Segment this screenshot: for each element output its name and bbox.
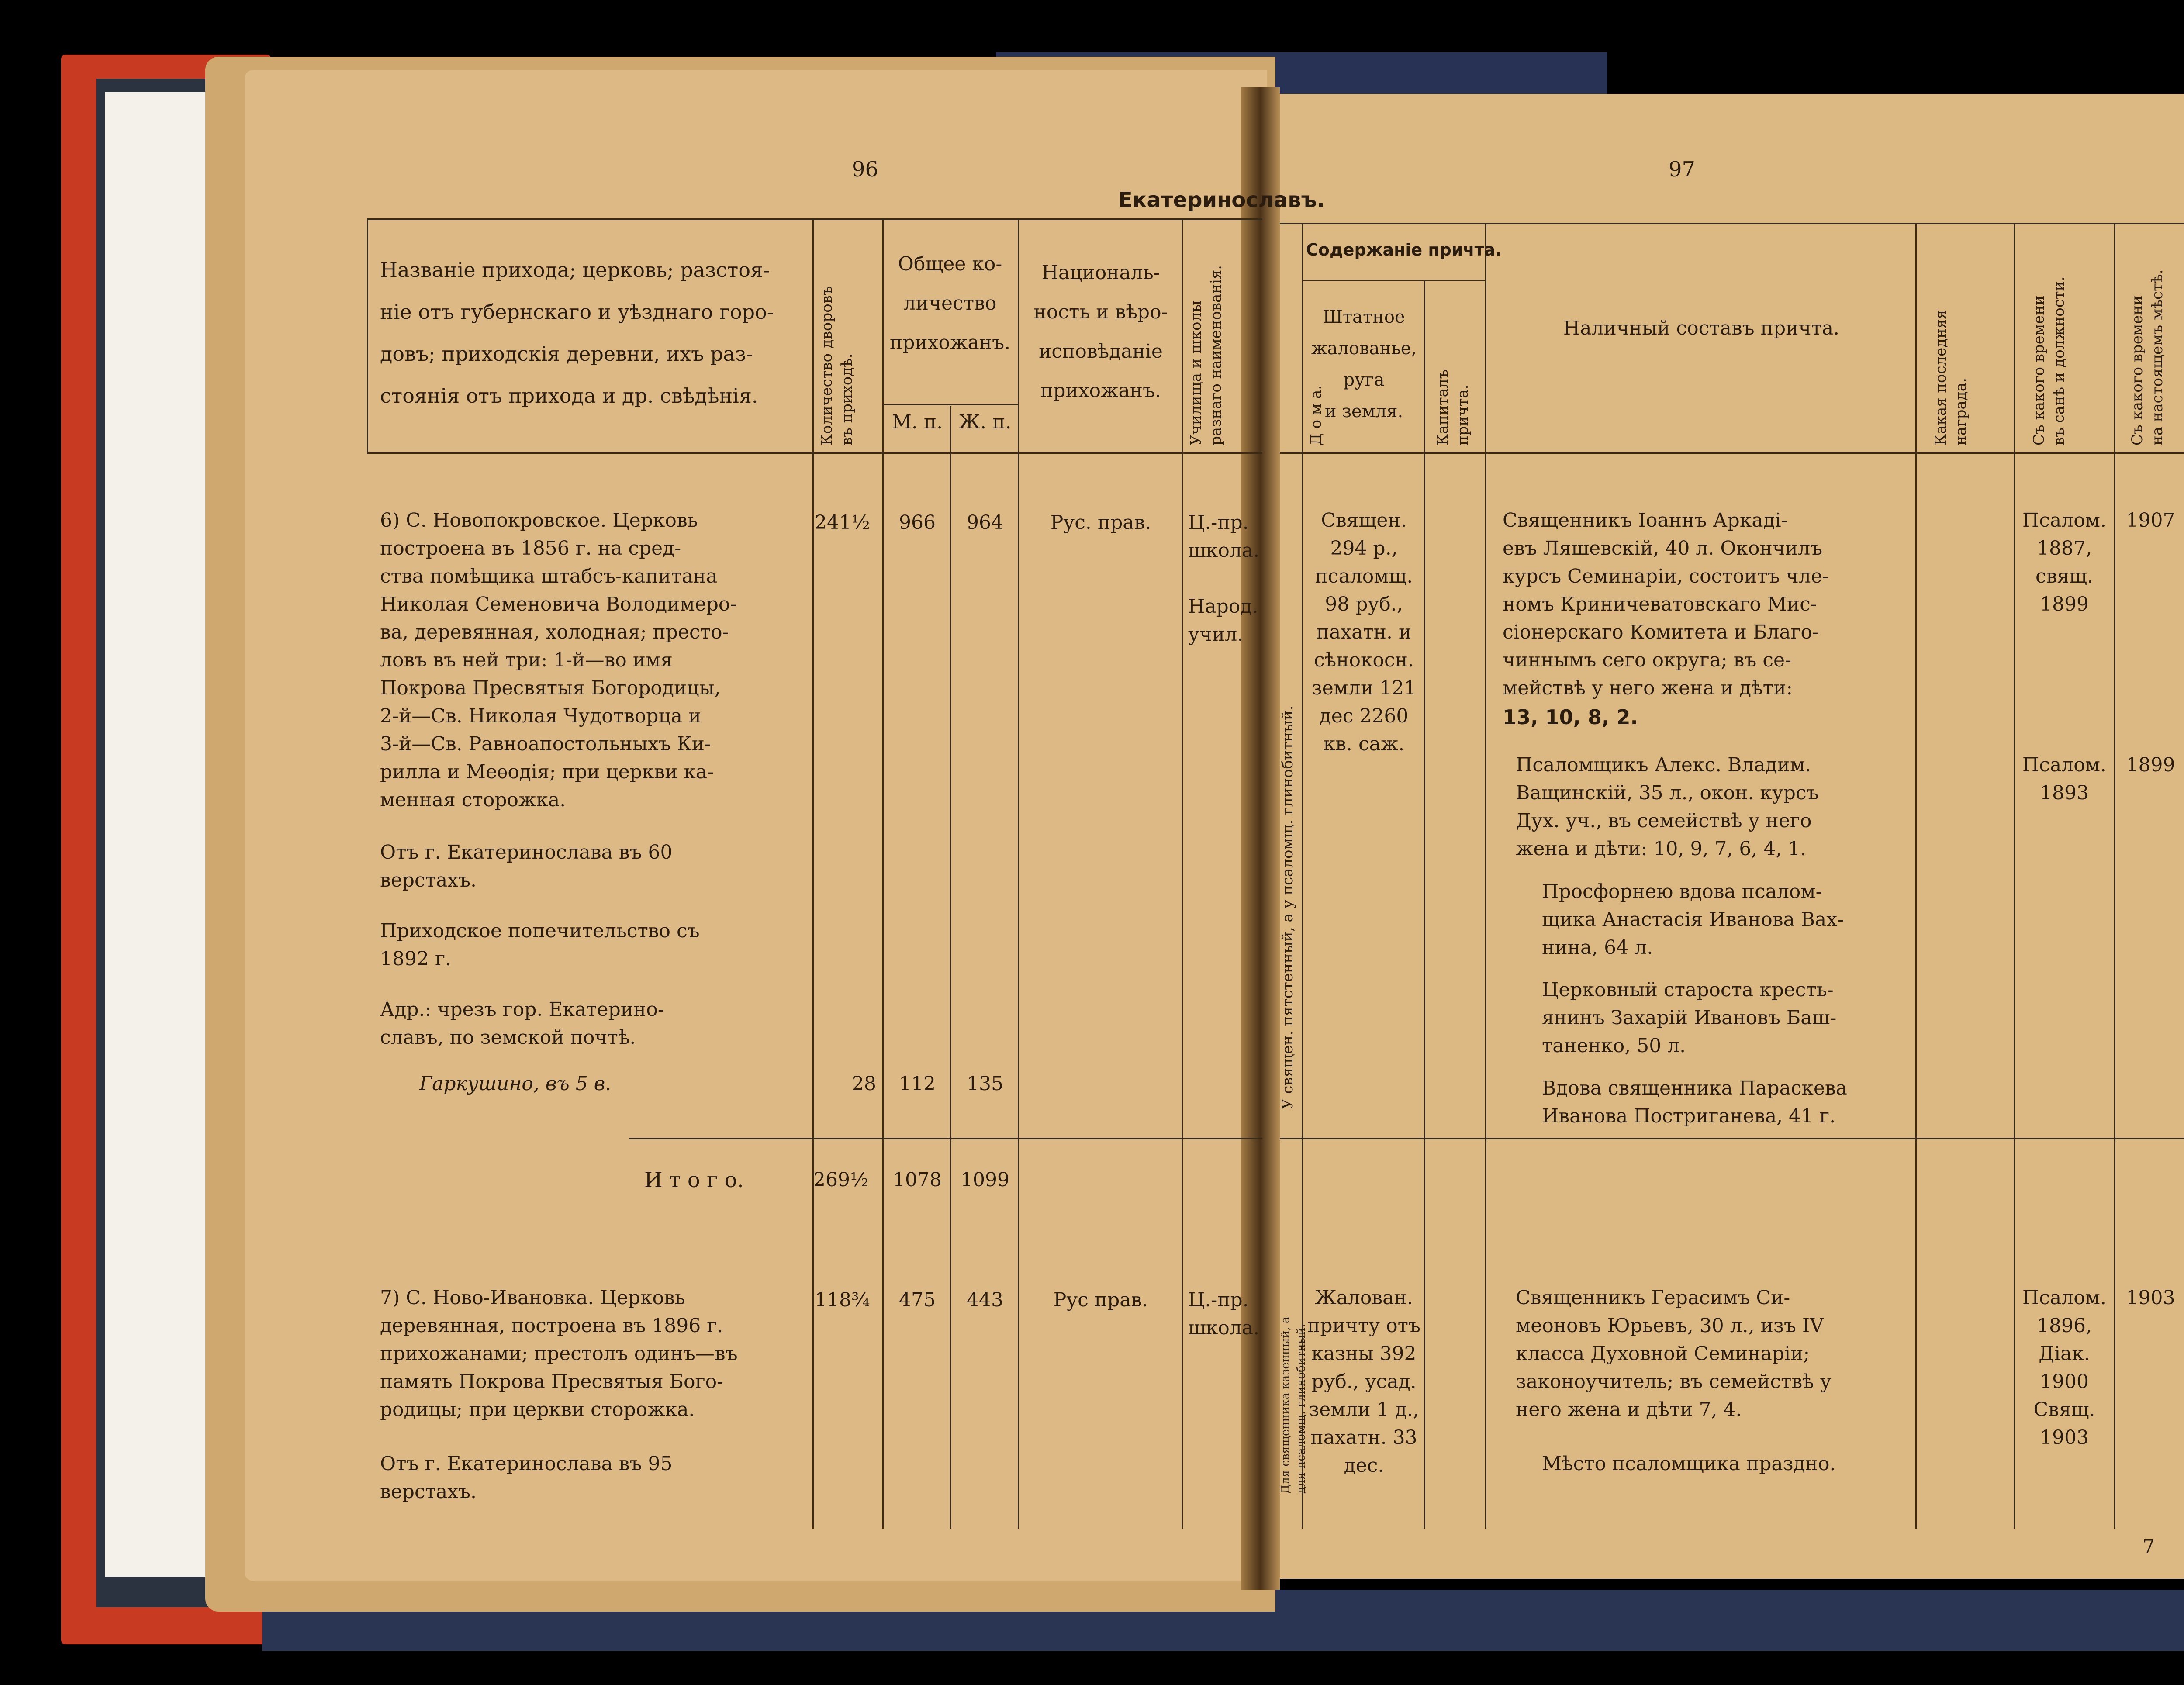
total-female: 1099 — [961, 1169, 1009, 1191]
header-parish-name: Названіе прихода; церковь; разстоя- ніе отъ губернскаго и уѣзднаго горо- довъ; приходскія деревни, ихъ раз- стоянія отъ прихода и др. свѣдѣнія. — [380, 258, 774, 407]
col-divider — [1182, 218, 1183, 1529]
subheader-rule — [882, 404, 1018, 405]
header-salary: Штатное жалованье, руга и земля. — [1311, 307, 1417, 421]
entry6-description: 6) С. Новопокровское. Церковь построена въ 1856 г. на сред- ства помѣщика штабсъ-капитана Николая Семеновича Володимеро- ва, деревянная, холодная; престо- ловъ въ ней три: 1-й—во имя Покрова Пресвятыя Богородицы, 2-й—Св. Николая Чудотворца и 3-й—Св. Равноапостольныхъ Ки- рилла и Меѳодія; при церкви ка- менная сторожка. — [380, 509, 737, 811]
col-divider — [2114, 223, 2115, 1529]
header-female: Ж. п. — [958, 411, 1012, 433]
entry7-nationality: Рус прав. — [1053, 1289, 1148, 1311]
total-male: 1078 — [893, 1169, 942, 1191]
entry7-male: 475 — [899, 1289, 936, 1311]
entry7-houses: Для священника казенный, а для псаломщ. глинобитный. — [1279, 1316, 1308, 1494]
header-since-place: Съ какого времени на настоящемъ мѣстѣ. — [2129, 269, 2166, 445]
entry7-place-since: 1903 — [2126, 1287, 2175, 1309]
entry6-rank-since: Псалом. 1887, свящ. 1899 — [2022, 509, 2106, 615]
table-top-rule-right — [1280, 223, 2184, 224]
entry6-households: 241½ — [815, 511, 870, 534]
entry6-female: 964 — [967, 511, 1003, 534]
entry6-guardianship: Приходское попечительство съ 1892 г. — [380, 920, 700, 970]
entry6-distance: Отъ г. Екатеринослава въ 60 верстахъ. — [380, 841, 673, 891]
col-divider — [812, 218, 814, 1529]
header-total-parishioners: Общее ко- личество прихожанъ. — [889, 253, 1011, 354]
book-gutter — [1241, 87, 1280, 1590]
entry6-schools: Ц.-пр. школа. Народ. учил. — [1188, 511, 1260, 646]
col-divider — [1915, 223, 1917, 1529]
table-total-rule — [629, 1138, 1262, 1139]
entry7-schools: Ц.-пр. школа. — [1188, 1289, 1260, 1339]
entry6-nationality: Рус. прав. — [1050, 511, 1151, 534]
entry6-psalmist: Псаломщикъ Алекс. Владим. Ващинскій, 35 л., окон. курсъ Дух. уч., въ семействѣ у него жена и дѣти: 10, 9, 7, 6, 4, 1. — [1516, 754, 1819, 860]
table-top-rule — [367, 218, 1262, 220]
col-divider — [882, 218, 884, 1529]
header-capital: Капиталъ причта. — [1434, 369, 1472, 445]
entry6-place-since: 1907 — [2126, 509, 2175, 532]
header-schools: Училища и школы разнаго наименованія. — [1187, 265, 1225, 445]
entry6-address: Адр.: чрезъ гор. Екатерино- славъ, по земской почтѣ. — [380, 998, 664, 1049]
header-clergy: Наличный составъ причта. — [1563, 317, 1840, 339]
entry6-psalmist-rank-since: Псалом. 1893 — [2022, 754, 2106, 804]
table-left-border — [367, 218, 368, 452]
entry6-widow: Вдова священника Параскева Иванова Постриганева, 41 г. — [1542, 1077, 1847, 1127]
entry6-psalmist-place-since: 1899 — [2126, 754, 2175, 776]
entry6-prosphora: Просфорнею вдова псалом- щика Анастасія Иванова Вах- нина, 64 л. — [1542, 880, 1844, 959]
village-households: 28 — [852, 1073, 876, 1095]
table-total-rule-right — [1280, 1138, 2184, 1139]
entry6-priest-children: 13, 10, 8, 2. — [1503, 705, 1638, 729]
running-head: Екатеринославъ. — [1118, 188, 1325, 212]
header-houses: Д о м а. — [1307, 385, 1325, 445]
header-maintenance: Содержаніе причта. — [1306, 240, 1502, 259]
entry6-church-elder: Церковный староста кресть- янинъ Захарій Ивановъ Баш- таненко, 50 л. — [1542, 979, 1837, 1057]
page-number-right: 97 — [1669, 157, 1696, 182]
total-households: 269½ — [813, 1169, 869, 1191]
table-header-rule — [367, 452, 1262, 454]
entry7-priest: Священникъ Герасимъ Си- меоновъ Юрьевъ, 30 л., изъ IV класса Духовной Семинаріи; законоучитель; въ семействѣ у него жена и дѣти 7, 4. — [1516, 1287, 1832, 1421]
header-since-rank: Съ какого времени въ санѣ и должности. — [2030, 276, 2068, 445]
entry7-households: 118¾ — [815, 1289, 870, 1311]
col-divider — [950, 406, 951, 1529]
header-households: Количество дворовъ въ приходѣ. — [818, 286, 856, 445]
entry6-priest: Священникъ Іоаннъ Аркаді- евъ Ляшевскій, 40 л. Окончилъ курсъ Семинаріи, состоитъ чле- номъ Криничеватовскаго Мис- сіонерскаго Комитета и Благо- чиннымъ сего округа; въ се- мействѣ у него жена и дѣти: — [1503, 509, 1829, 699]
entry7-female: 443 — [967, 1289, 1003, 1311]
header-male: М. п. — [892, 411, 943, 433]
col-divider — [1018, 218, 1019, 1529]
header-nationality: Националь- ность и вѣро- исповѣданіе прихожанъ. — [1033, 262, 1168, 402]
entry7-distance: Отъ г. Екатеринослава въ 95 верстахъ. — [380, 1453, 673, 1503]
total-label: И т о г о. — [644, 1168, 744, 1192]
col-divider — [1424, 280, 1425, 1529]
entry6-village: Гаркушино, въ 5 в. — [419, 1073, 612, 1095]
entry6-male: 966 — [899, 511, 936, 534]
col-divider — [1485, 223, 1486, 1529]
page-number-left: 96 — [852, 157, 879, 182]
table-header-rule-right — [1280, 452, 2184, 454]
subheader-rule-right — [1302, 280, 1485, 281]
entry6-houses: У священ. пятстенный, а у псаломщ. глинобитный. — [1279, 705, 1296, 1109]
village-male: 112 — [899, 1073, 936, 1095]
header-award: Какая последняя награда. — [1932, 310, 1970, 445]
entry7-psalmist-vacancy: Мѣсто псаломщика праздно. — [1542, 1453, 1836, 1475]
entry7-description: 7) С. Ново-Ивановка. Церковь деревянная, построена въ 1896 г. прихожанами; престолъ одинъ—въ память Покрова Пресвятыя Бого- родицы; при церкви сторожка. — [380, 1287, 738, 1421]
entry7-salary: Жалован. причту отъ казны 392 руб., усад. земли 1 д., пахатн. 33 дес. — [1307, 1287, 1420, 1477]
entry6-salary: Священ. 294 р., псаломщ. 98 руб., пахатн. и сѣнокосн. земли 121 дес 2260 кв. саж. — [1311, 509, 1417, 755]
entry7-rank-since: Псалом. 1896, Діак. 1900 Свящ. 1903 — [2022, 1287, 2106, 1449]
village-female: 135 — [967, 1073, 1003, 1095]
signature-mark: 7 — [2143, 1536, 2155, 1558]
